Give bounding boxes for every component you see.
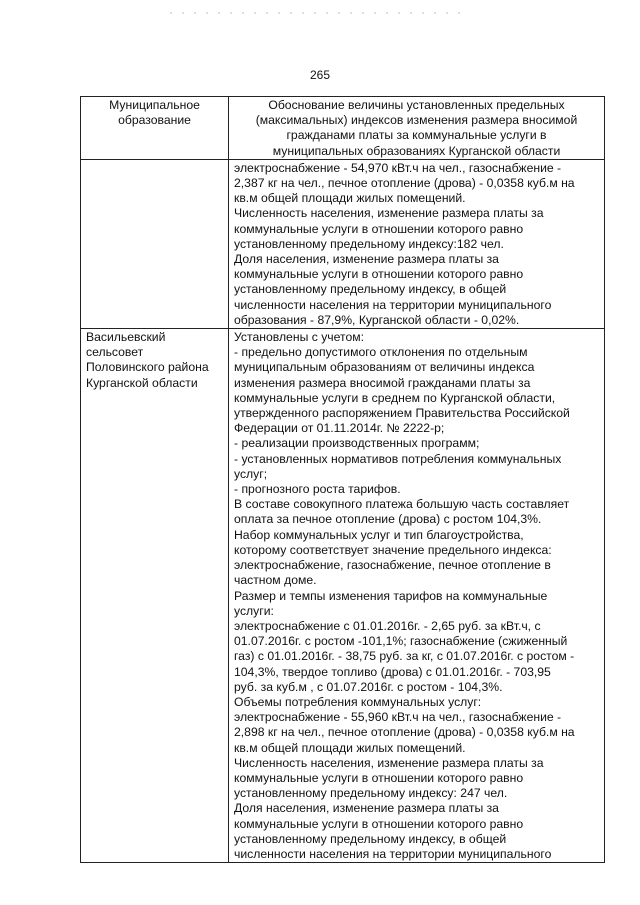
text-line: установленному предельному индексу, в общей xyxy=(234,282,507,297)
text-line: коммунальные услуги в отношении которого равно xyxy=(234,221,524,236)
text-line: изменения размера вносимой гражданами платы за xyxy=(234,375,531,390)
text-line: - установленных нормативов потребления коммунальных xyxy=(234,451,562,466)
cell-justification xyxy=(229,329,605,863)
text-line: 104,3%, твердое топливо (дрова) с 01.01.2016г. - 703,95 xyxy=(234,664,551,679)
text-line: установленному предельному индексу:182 чел. xyxy=(234,236,504,251)
text-line: установленному предельному индексу: 247 чел. xyxy=(234,786,508,801)
text-line: численности населения на территории муниципального xyxy=(234,846,552,861)
text-line: утвержденного распоряжением Правительства Российской xyxy=(234,406,570,421)
text-line: - прогнозного роста тарифов. xyxy=(234,482,401,497)
text-line: образование xyxy=(118,113,191,128)
text-line: Федерации от 01.11.2014г. № 2222-р; xyxy=(234,421,445,436)
text-line: газ) с 01.01.2016г. - 38,75 руб. за кг, с 01.07.2016г. с ростом - xyxy=(234,649,575,664)
scan-artifact xyxy=(170,12,470,14)
text-line: Половинского района xyxy=(86,360,209,375)
text-line: Размер и темпы изменения тарифов на коммунальные xyxy=(234,588,548,603)
text-line: 2,898 кг на чел., печное отопление (дрова) - 0,0358 куб.м на xyxy=(234,725,575,740)
text-line: муниципальных образованиях Курганской области xyxy=(272,143,561,158)
text-line: частном доме. xyxy=(234,573,317,588)
text-line: Набор коммунальных услуг и тип благоустройства, xyxy=(234,527,524,542)
text-line: электроснабжение - 54,970 кВт.ч на чел., газоснабжение - xyxy=(234,160,562,175)
text-line: муниципальным образованиям от величины индекса xyxy=(234,360,535,375)
text-line: установленному предельному индексу, в общей xyxy=(234,831,507,846)
text-line: Численность населения, изменение размера платы за xyxy=(234,206,544,221)
text-line: оплата за печное отопление (дрова) с ростом 104,3%. xyxy=(234,512,542,527)
table-row xyxy=(81,329,605,863)
text-line: кв.м общей площади жилых помещений. xyxy=(234,191,466,206)
text-line: гражданами платы за коммунальные услуги в xyxy=(286,128,547,143)
text-line: электроснабжение - 55,960 кВт.ч на чел., газоснабжение - xyxy=(234,710,562,725)
text-line: образования - 87,9%, Курганской области - 0,02%. xyxy=(234,312,520,327)
text-line: Васильевский xyxy=(86,330,166,345)
text-line: Муниципальное xyxy=(109,98,200,112)
text-line: которому соответствует значение предельного индекса: xyxy=(234,542,552,557)
header-municipality xyxy=(81,97,229,160)
table-row xyxy=(81,159,605,328)
text-line: (максимальных) индексов изменения размера вносимой xyxy=(255,113,578,128)
page-number: 265 xyxy=(309,68,331,82)
text-line: сельсовет xyxy=(86,345,144,360)
text-line: 2,387 кг на чел., печное отопление (дрова) - 0,0358 куб.м на xyxy=(234,176,575,191)
text-line: Численность населения, изменение размера платы за xyxy=(234,755,544,770)
justification-table xyxy=(80,96,605,863)
cell-municipality xyxy=(81,159,229,328)
text-line: 01.07.2016г. с ростом -101,1%; газоснабжение (сжиженный xyxy=(234,634,568,649)
text-line: Обоснование величины установленных предельных xyxy=(268,98,565,112)
text-line: коммунальные услуги в среднем по Курганской области, xyxy=(234,390,556,405)
text-line: Установлены с учетом: xyxy=(234,330,364,345)
header-justification xyxy=(229,97,605,160)
table-header-row xyxy=(81,97,605,160)
text-line: - предельно допустимого отклонения по отдельным xyxy=(234,345,528,360)
text-line: коммунальные услуги в отношении которого равно xyxy=(234,816,524,831)
text-line: Доля населения, изменение размера платы за xyxy=(234,252,499,267)
text-line: руб. за куб.м , с 01.07.2016г. с ростом - 104,3%. xyxy=(234,679,503,694)
text-line: электроснабжение с 01.01.2016г. - 2,65 руб. за кВт.ч, с xyxy=(234,618,541,633)
text-line: Объемы потребления коммунальных услуг: xyxy=(234,694,482,709)
text-line: Курганской области xyxy=(86,375,198,390)
text-line: В составе совокупного платежа большую часть составляет xyxy=(234,497,570,512)
text-line: электроснабжение, газоснабжение, печное отопление в xyxy=(234,558,551,573)
text-line: коммунальные услуги в отношении которого равно xyxy=(234,770,524,785)
text-line: кв.м общей площади жилых помещений. xyxy=(234,740,466,755)
text-line: услуг; xyxy=(234,466,268,481)
text-line: коммунальные услуги в отношении которого равно xyxy=(234,267,524,282)
text-line: численности населения на территории муниципального xyxy=(234,297,552,312)
text-line: - реализации производственных программ; xyxy=(234,436,480,451)
cell-municipality xyxy=(81,329,229,863)
text-line: услуги: xyxy=(234,603,274,618)
text-line: Доля населения, изменение размера платы за xyxy=(234,801,499,816)
cell-justification xyxy=(229,159,605,328)
